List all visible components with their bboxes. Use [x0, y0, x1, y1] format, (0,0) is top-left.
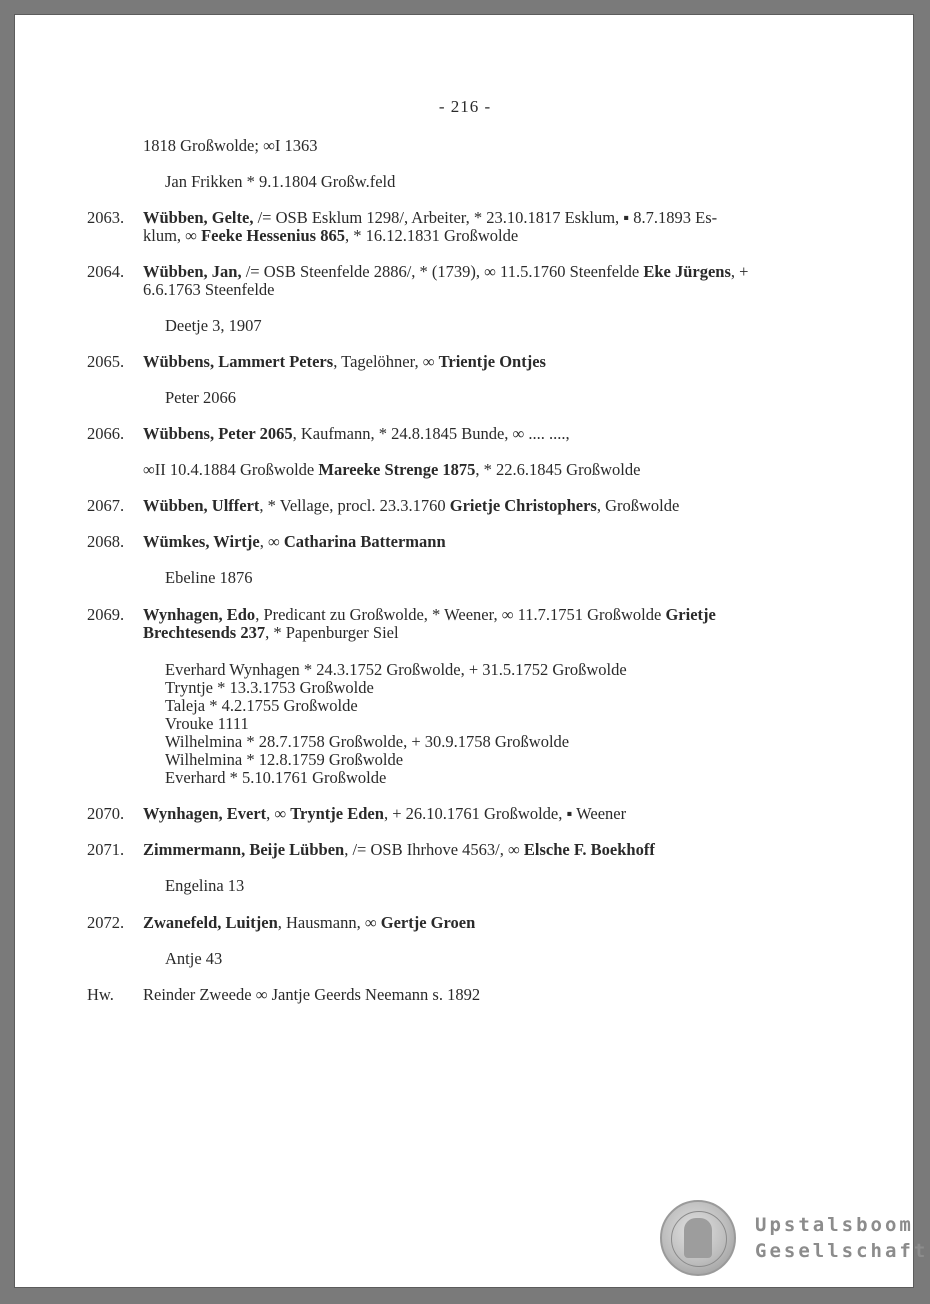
- entry-number: 2069.: [87, 605, 125, 624]
- seal-icon: [660, 1200, 736, 1276]
- entry-line: [143, 209, 717, 227]
- entry-line: [143, 841, 655, 859]
- child-line: Vrouke 1111: [165, 714, 249, 733]
- entry-number: 2063.: [87, 208, 125, 227]
- entry-line: [143, 425, 570, 443]
- child-line: Everhard * 5.10.1761 Großwolde: [165, 768, 387, 787]
- spouse-name: Grietje Christophers: [449, 496, 597, 515]
- spouse-name: Mareeke Strenge 1875: [318, 460, 476, 479]
- person-name: Wübbens, Lammert Peters: [143, 352, 334, 371]
- entry-detail: , * Papenburger Siel: [265, 623, 399, 642]
- entry-detail: , ∞: [266, 804, 291, 823]
- person-name: Zwanefeld, Luitjen: [143, 913, 278, 932]
- entry-detail: , Großwolde: [596, 496, 680, 515]
- entry-line: [143, 805, 626, 823]
- entry-number: 2065.: [87, 352, 125, 371]
- spouse-name: Eke Jürgens: [643, 262, 731, 281]
- child-line: Antje 43: [165, 949, 223, 968]
- child-line: Taleja * 4.2.1755 Großwolde: [165, 696, 358, 715]
- continuation-line: 1818 Großwolde; ∞I 1363: [143, 136, 318, 155]
- person-name: Zimmermann, Beije Lübben: [143, 840, 345, 859]
- entry-detail: /= OSB Esklum 1298/, Arbeiter, * 23.10.1817 Esklum, ▪ 8.7.1893 Es-: [253, 208, 718, 227]
- person-name: Wübben, Gelte,: [143, 208, 254, 227]
- entry-detail: , * 16.12.1831 Großwolde: [344, 226, 519, 245]
- spouse-name: Catharina Battermann: [283, 532, 446, 551]
- child-line: Peter 2066: [165, 388, 237, 407]
- entry-number: Hw.: [87, 985, 114, 1004]
- entry-detail: ∞II 10.4.1884 Großwolde: [143, 460, 319, 479]
- entry-detail: , Hausmann, ∞: [277, 913, 381, 932]
- entry-number: 2071.: [87, 840, 125, 859]
- entry-line: [143, 263, 748, 281]
- logo-text-line1: Upstalsboom: [755, 1214, 914, 1236]
- person-name: Wynhagen, Edo: [143, 605, 256, 624]
- document-page: [14, 14, 929, 1288]
- person-name: Wynhagen, Evert: [143, 804, 267, 823]
- spouse-name: Elsche F. Boekhoff: [523, 840, 655, 859]
- entry-detail: , Tagelöhner, ∞: [333, 352, 439, 371]
- person-name: Wübben, Ulffert: [143, 496, 260, 515]
- child-line: Deetje 3, 1907: [165, 316, 262, 335]
- child-line: Tryntje * 13.3.1753 Großwolde: [165, 678, 374, 697]
- child-line: Wilhelmina * 28.7.1758 Großwolde, + 30.9.1758 Großwolde: [165, 732, 570, 751]
- entry-line: [143, 461, 640, 479]
- entry-line: [143, 914, 475, 932]
- entry-number: 2066.: [87, 424, 125, 443]
- child-line: Ebeline 1876: [165, 568, 253, 587]
- entry-line: [143, 227, 518, 245]
- entry-number: 2070.: [87, 804, 125, 823]
- entry-detail: , Predicant zu Großwolde, * Weener, ∞ 11.7.1751 Großwolde: [255, 605, 666, 624]
- entry-detail: , ∞: [259, 532, 284, 551]
- spouse-name: Gertje Groen: [380, 913, 476, 932]
- entry-detail: klum, ∞: [143, 226, 202, 245]
- child-line: Engelina 13: [165, 876, 245, 895]
- spouse-name: Tryntje Eden: [290, 804, 384, 823]
- entry-detail: /= OSB Steenfelde 2886/, * (1739), ∞ 11.5.1760 Steenfelde: [241, 262, 644, 281]
- entry-detail: , * 22.6.1845 Großwolde: [475, 460, 641, 479]
- entry-detail: , * Vellage, procl. 23.3.1760: [259, 496, 450, 515]
- entry-line: [143, 624, 399, 642]
- entry-line: [143, 533, 446, 551]
- entry-detail: , Kaufmann, * 24.8.1845 Bunde, ∞ .... ....,: [292, 424, 570, 443]
- entry-detail: , +: [730, 262, 749, 281]
- entry-line: [143, 606, 716, 624]
- spouse-name: Grietje: [665, 605, 716, 624]
- child-line: Everhard Wynhagen * 24.3.1752 Großwolde, + 31.5.1752 Großwolde: [165, 660, 627, 679]
- entry-line: [143, 353, 546, 371]
- entry-detail: , /= OSB Ihrhove 4563/, ∞: [344, 840, 524, 859]
- person-name: Wümkes, Wirtje: [143, 532, 260, 551]
- page-number: - 216 -: [438, 97, 492, 116]
- entry-number: 2064.: [87, 262, 125, 281]
- child-line: Wilhelmina * 12.8.1759 Großwolde: [165, 750, 404, 769]
- entry-detail: , + 26.10.1761 Großwolde, ▪ Weener: [383, 804, 627, 823]
- person-name: Wübbens, Peter 2065: [143, 424, 293, 443]
- child-line: Jan Frikken * 9.1.1804 Großw.feld: [165, 172, 396, 191]
- spouse-name: Trientje Ontjes: [438, 352, 546, 371]
- entry-line: 6.6.1763 Steenfelde: [143, 280, 275, 299]
- entry-number: 2067.: [87, 496, 125, 515]
- logo-text-line2: Gesellschaft: [755, 1240, 929, 1262]
- entry-number: 2068.: [87, 532, 125, 551]
- spouse-name: Brechtesends 237: [143, 623, 266, 642]
- entry-number: 2072.: [87, 913, 125, 932]
- society-logo: [660, 1200, 929, 1280]
- person-name: Wübben, Jan,: [143, 262, 242, 281]
- entry-line: [143, 497, 679, 515]
- spouse-name: Feeke Hessenius 865: [201, 226, 345, 245]
- entry-line: Reinder Zweede ∞ Jantje Geerds Neemann s. 1892: [143, 985, 481, 1004]
